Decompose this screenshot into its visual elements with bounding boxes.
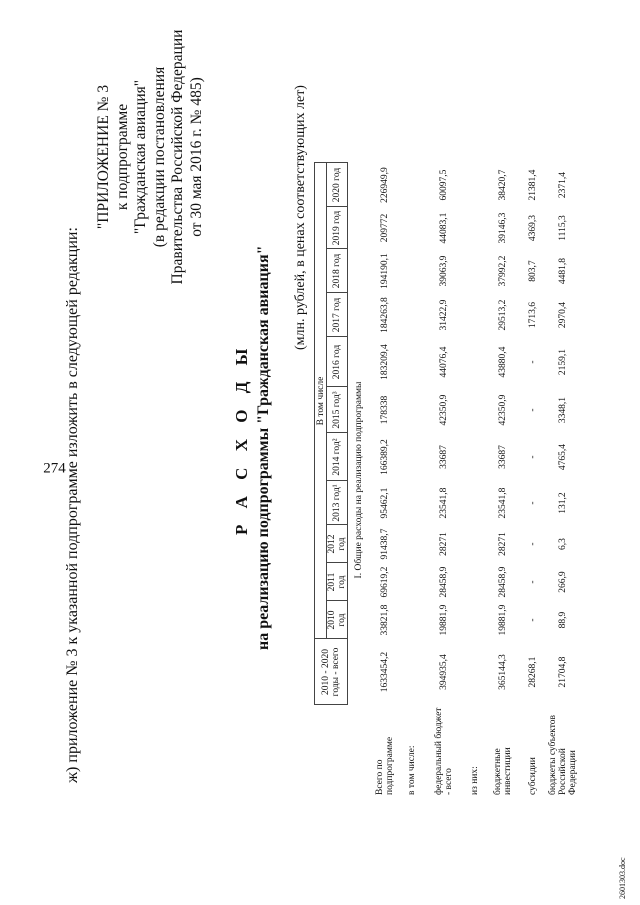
table-cell (400, 639, 424, 705)
table-cell: 209772 (379, 213, 390, 243)
table-cell: 42350,9 (497, 394, 508, 426)
table-cell (464, 481, 486, 525)
table-cell: 39063,9 (438, 255, 449, 287)
table-cell: 88,9 (557, 611, 568, 629)
header-year: 2011 год (327, 563, 348, 601)
table-cell: - (527, 618, 538, 622)
table-cell: 23541,8 (497, 487, 508, 519)
row-label: Всего по подпрограмме (374, 736, 395, 795)
table-cell (464, 433, 486, 481)
page-number: 274 (43, 460, 66, 477)
table-cell: 60097,5 (438, 169, 449, 201)
table-cell: 37992,2 (497, 255, 508, 287)
row-label: бюджетные инвестиции (492, 747, 513, 795)
appendix-block (95, 27, 206, 287)
header-total: 2010 - 2020 годы - всего (315, 639, 348, 705)
appendix-line: от 30 мая 2016 г. № 485) (187, 77, 205, 237)
table-cell (400, 481, 424, 525)
intro-text: ж) приложение № 3 к указанной подпрограмме изложить в следующей редакции: (64, 227, 81, 783)
header-year: 2015 год³ (327, 387, 348, 433)
appendix-line: "Гражданская авиация" (132, 79, 149, 235)
table-cell: 2970,4 (557, 301, 568, 329)
table-cell: 69619,2 (379, 566, 390, 598)
appendix-line: к подпрограмме (113, 103, 131, 211)
table-cell: 28271 (497, 532, 508, 556)
row-label: в том числе: (406, 745, 417, 795)
table-cell: - (527, 455, 538, 459)
table-cell: 226949,9 (379, 167, 390, 203)
document-title: Р А С Х О Д Ы (232, 342, 251, 535)
table-cell: 184263,8 (379, 297, 390, 333)
table-cell (464, 293, 486, 337)
table-cell: 28458,9 (497, 566, 508, 598)
table-cell (400, 337, 424, 387)
table-cell: - (527, 580, 538, 584)
footer-code: 2601303.doc (618, 857, 627, 899)
table-row (370, 163, 400, 797)
table-cell: 21704,8 (557, 656, 568, 688)
table-cell (400, 525, 424, 563)
table-cell (464, 337, 486, 387)
table-cell (464, 163, 486, 207)
table-cell: - (527, 360, 538, 364)
table-cell: 21381,4 (527, 169, 538, 201)
table-cell (464, 249, 486, 293)
table-cell: 2159,1 (557, 348, 568, 376)
table-cell (400, 163, 424, 207)
table-cell: 266,9 (557, 571, 568, 593)
header-year: 2010 год (327, 601, 348, 639)
table-cell: 44083,1 (438, 212, 449, 244)
table-cell: 365144,3 (497, 654, 508, 690)
table-cell: 95462,1 (379, 487, 390, 519)
table-cell: 31422,9 (438, 299, 449, 331)
table-cell: 29513,2 (497, 299, 508, 331)
table-cell: 19881,9 (438, 604, 449, 636)
table-cell: 3348,1 (557, 396, 568, 424)
table-cell: 91438,7 (379, 528, 390, 560)
table-cell (464, 639, 486, 705)
table-row (546, 163, 580, 797)
table-cell: 42350,9 (438, 394, 449, 426)
table-cell: 4481,8 (557, 257, 568, 285)
table-cell: 6,3 (557, 538, 568, 550)
table-row (424, 163, 464, 797)
header-year: 2013 год¹ (327, 481, 348, 525)
table-cell: 194190,1 (379, 253, 390, 289)
table-cell: 28271 (438, 532, 449, 556)
header-year: 2019 год (327, 207, 348, 249)
table-cell: 1633454,2 (379, 651, 390, 693)
table-cell: 33821,8 (379, 604, 390, 636)
table-cell (400, 601, 424, 639)
table-cell: 23541,8 (438, 487, 449, 519)
table-cell (464, 207, 486, 249)
row-label: федеральный бюджет - всего (433, 707, 454, 795)
table-cell: 28458,9 (438, 566, 449, 598)
appendix-line: (в редакции постановления (150, 66, 168, 248)
table-cell (400, 293, 424, 337)
table-cell: 1115,3 (557, 215, 568, 241)
expenses-table (314, 163, 580, 798)
table-cell (400, 433, 424, 481)
table-cell: 28268,1 (527, 656, 538, 688)
table-cell (400, 563, 424, 601)
table-cell: 2371,4 (557, 171, 568, 199)
table-row (400, 163, 424, 797)
row-label: из них: (469, 766, 480, 795)
row-label: бюджеты субъектов Российской Федерации (547, 714, 578, 795)
table-cell (464, 563, 486, 601)
table-cell (464, 601, 486, 639)
table-cell: - (527, 542, 538, 546)
table-cell: 394935,4 (438, 654, 449, 690)
header-year: 2018 год (327, 249, 348, 293)
table-cell: 39146,3 (497, 212, 508, 244)
table-cell: 803,7 (527, 260, 538, 282)
table-cell (400, 387, 424, 433)
table-cell: 4369,3 (527, 214, 538, 242)
table-cell: 19881,9 (497, 604, 508, 636)
table-cell (464, 525, 486, 563)
appendix-line: Правительства Российской Федерации (169, 29, 186, 285)
table-cell: 4765,4 (557, 443, 568, 471)
table-cell (400, 207, 424, 249)
document-subtitle: на реализацию подпрограммы "Гражданская авиация" (255, 245, 272, 650)
table-cell: - (527, 408, 538, 412)
table-cell: 44076,4 (438, 346, 449, 378)
table-cell (400, 249, 424, 293)
appendix-line: "ПРИЛОЖЕНИЕ № 3 (95, 84, 112, 230)
table-row (520, 163, 546, 797)
header-including: В том числе (315, 163, 327, 639)
header-year: 2017 год (327, 293, 348, 337)
table-cell: 1713,6 (527, 301, 538, 329)
table-cell: 43880,4 (497, 346, 508, 378)
table-cell: 38420,7 (497, 169, 508, 201)
table-cell (464, 387, 486, 433)
table-row (464, 163, 486, 797)
table-cell: - (527, 501, 538, 505)
table-row (486, 163, 520, 797)
table-cell: 33687 (438, 445, 449, 469)
header-year: 2016 год (327, 337, 348, 387)
header-year: 2020 год (327, 163, 348, 207)
header-year: 2012 год (327, 525, 348, 563)
table-cell: 166389,2 (379, 439, 390, 475)
table-cell: 131,2 (557, 492, 568, 514)
section-title: I. Общие расходы на реализацию подпрограммы (353, 381, 364, 579)
table-cell: 33687 (497, 445, 508, 469)
table-cell: 183209,4 (379, 344, 390, 380)
table-cell: 178338 (379, 395, 390, 425)
units-note: (млн. рублей, в ценах соответствующих лет) (293, 85, 308, 350)
header-year: 2014 год² (327, 433, 348, 481)
row-label: субсидии (527, 757, 538, 795)
